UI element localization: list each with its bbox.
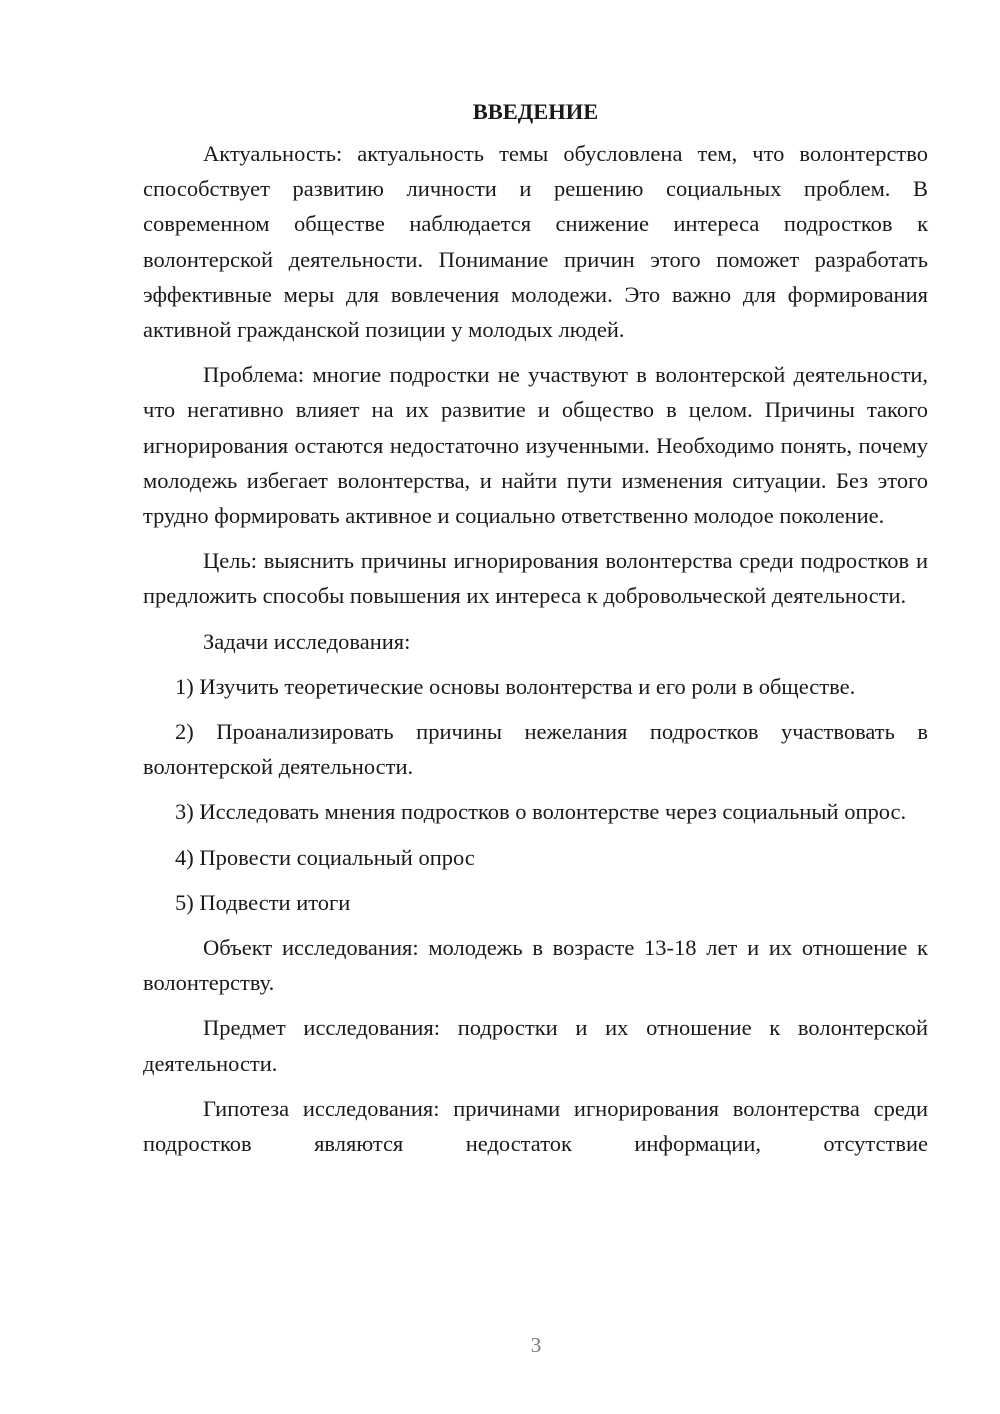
paragraph-goal: Цель: выяснить причины игнорирования волонтерства среди подростков и предложить способы повышения их интереса к добровольческой деятельности. — [143, 548, 928, 609]
paragraph-object: Объект исследования: молодежь в возрасте 13-18 лет и их отношение к волонтерству. — [143, 935, 928, 996]
document-body — [143, 94, 928, 1161]
paragraph-problem: Проблема: многие подростки не участвуют в волонтерской деятельности, что негативно влияет на их развитие и общество в целом. Причины такого игнорирования остаются недостаточно изученными. Необходимо понять, почему молодежь избегает волонтерства, и найти пути изменения ситуации. Без этого трудно формировать активное и социально ответственно молодое поколение. — [143, 362, 928, 529]
paragraph-hypothesis: Гипотеза исследования: причинами игнорирования волонтерства среди подростков являются недостаток информации, отсутствие — [143, 1095, 928, 1157]
task-item-2: 2) Проанализировать причины нежелания подростков участвовать в волонтерской деятельности. — [143, 719, 928, 780]
page-number: 3 — [530, 1333, 542, 1357]
task-item-5: 5) Подвести итоги — [175, 889, 351, 915]
task-item-4: 4) Провести социальный опрос — [175, 844, 475, 870]
page-title: ВВЕДЕНИЕ — [472, 99, 599, 124]
paragraph-tasks-heading: Задачи исследования: — [203, 628, 411, 654]
paragraph-relevance: Актуальность: актуальность темы обусловлена тем, что волонтерство способствует развитию личности и решению социальных проблем. В современном обществе наблюдается снижение интереса подростков к волонтерской деятельности. Понимание причин этого поможет разработать эффективные меры для вовлечения молодежи. Это важно для формирования активной гражданской позиции у молодых людей. — [143, 141, 928, 343]
task-item-3: 3) Исследовать мнения подростков о волонтерстве через социальный опрос. — [175, 799, 907, 825]
task-item-1: 1) Изучить теоретические основы волонтерства и его роли в обществе. — [175, 673, 856, 699]
paragraph-subject: Предмет исследования: подростки и их отношение к волонтерской деятельности. — [143, 1015, 928, 1076]
